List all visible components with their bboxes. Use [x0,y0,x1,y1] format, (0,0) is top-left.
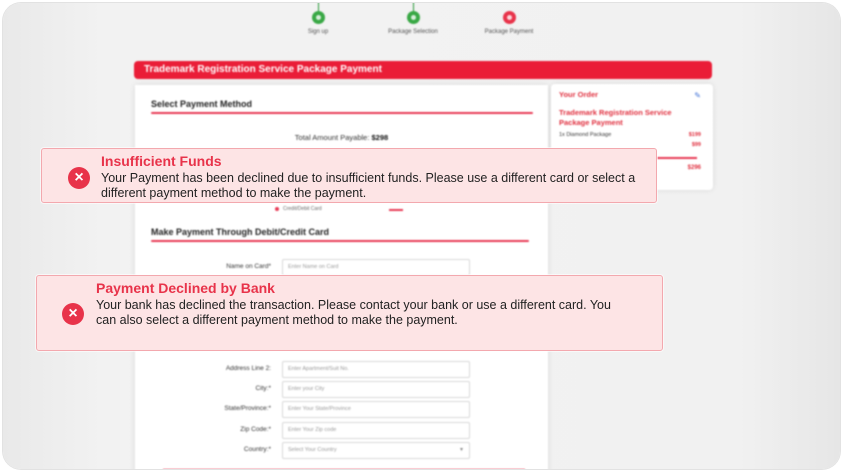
order-total-price: $296 [687,164,701,171]
select-payment-method-title: Select Payment Method [151,99,253,109]
step-label: Package Selection [388,29,438,35]
screenshot-frame [3,3,840,469]
total-label: Total Amount Payable: [294,133,370,142]
alert-message: Your bank has declined the transaction. Please contact your bank or use a different card. You can also select a different payment method to make the payment. [96,298,611,327]
order-item-price: $99 [691,142,701,148]
step-label: Package Payment [484,29,534,35]
step-sign-up [273,11,363,35]
state-input[interactable]: Enter Your State/Province [282,401,470,418]
error-x-icon: × [68,167,90,189]
state-row [135,401,548,418]
page-title: Trademark Registration Service Package Payment [134,61,712,79]
field-label: City:* [255,385,271,392]
name-on-card-row [135,259,548,276]
address-line-2-input[interactable]: Enter Apartment/Suit No. [282,361,470,378]
check-icon [312,11,325,24]
city-row [135,381,548,398]
address-line-2-row [135,361,548,378]
zip-code-input[interactable]: Enter Your Zip code [282,422,470,439]
section-divider [151,240,529,242]
order-line-item [559,132,705,141]
edit-icon[interactable]: ✎ [694,91,701,100]
field-label: Zip Code:* [240,426,271,433]
order-package-title: Trademark Registration Service Package Payment [559,108,672,127]
country-select[interactable]: Select Your Country ▾ [282,442,470,459]
insufficient-funds-alert [41,148,657,203]
order-item-price: $199 [688,132,701,138]
tab-indicator [389,209,403,211]
payment-method-option[interactable] [275,206,322,212]
city-input[interactable]: Enter your City [282,381,470,398]
error-x-icon: × [62,303,84,325]
field-label: Name on Card* [226,263,271,270]
name-on-card-input[interactable]: Enter Name on Card [282,259,470,276]
total-value: $298 [371,133,389,142]
section-divider [151,112,533,114]
alert-title: Insufficient Funds [101,153,222,169]
step-label: Sign up [307,29,329,35]
order-item-label: 1x Diamond Package [559,132,612,138]
field-label: Address Line 2: [225,365,271,372]
field-label: State/Province:* [224,405,271,412]
step-package-selection [368,11,458,35]
radio-selected-icon[interactable] [275,207,279,211]
step-package-payment [464,11,554,35]
payment-method-label: Credit/Debit Card [283,206,322,212]
alert-title: Payment Declined by Bank [96,280,275,296]
payment-declined-alert [36,275,663,351]
field-label: Country:* [243,446,271,453]
alert-message: Your Payment has been declined due to insufficient funds. Please use a different card or select a different payment method to make the payment. [101,171,636,200]
check-icon [407,11,420,24]
total-amount [135,133,548,142]
order-title: Your Order [559,90,599,99]
active-step-icon [503,11,516,24]
country-row [135,442,548,459]
zip-code-row [135,422,548,439]
card-payment-title: Make Payment Through Debit/Credit Card [151,227,330,237]
